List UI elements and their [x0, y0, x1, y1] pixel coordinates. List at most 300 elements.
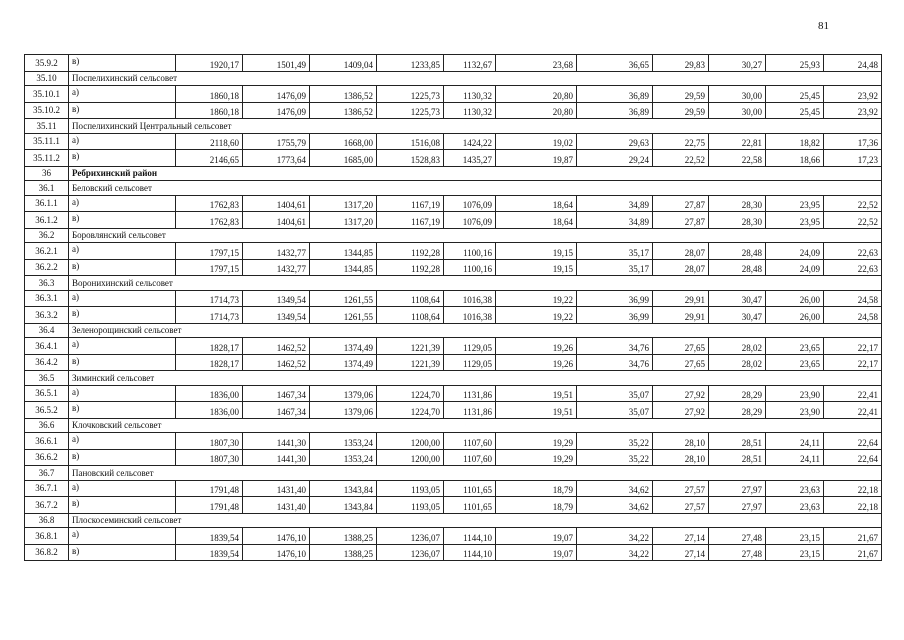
- row-variant: в): [69, 497, 176, 514]
- value-cell: 1317,20: [310, 212, 377, 229]
- value-cell: 1476,10: [243, 544, 310, 561]
- row-code: 36.5: [25, 371, 69, 386]
- value-cell: 28,10: [653, 433, 709, 450]
- value-cell: 1807,30: [176, 449, 243, 466]
- table-row: [25, 449, 882, 466]
- row-variant: в): [69, 150, 176, 167]
- value-cell: 1441,30: [243, 433, 310, 450]
- value-cell: 27,97: [709, 497, 766, 514]
- value-cell: 1016,38: [444, 307, 496, 324]
- value-cell: 1236,07: [377, 528, 444, 545]
- row-code: 36.6.2: [25, 449, 69, 466]
- value-cell: 1129,05: [444, 354, 496, 371]
- value-cell: 1762,83: [176, 212, 243, 229]
- value-cell: 28,29: [709, 385, 766, 402]
- value-cell: 24,11: [766, 449, 824, 466]
- value-cell: 1107,60: [444, 433, 496, 450]
- value-cell: 25,45: [766, 86, 824, 103]
- row-variant: в): [69, 354, 176, 371]
- value-cell: 23,63: [766, 480, 824, 497]
- value-cell: 28,51: [709, 449, 766, 466]
- value-cell: 34,76: [577, 354, 653, 371]
- value-cell: 35,22: [577, 433, 653, 450]
- value-cell: 1839,54: [176, 528, 243, 545]
- value-cell: 27,14: [653, 544, 709, 561]
- group-header-row: [25, 119, 882, 134]
- value-cell: 1839,54: [176, 544, 243, 561]
- value-cell: 29,91: [653, 290, 709, 307]
- value-cell: 1193,05: [377, 497, 444, 514]
- table-row: [25, 150, 882, 167]
- value-cell: 19,07: [496, 528, 577, 545]
- value-cell: 17,36: [824, 133, 882, 150]
- row-code: 35.10: [25, 71, 69, 86]
- row-variant: а): [69, 528, 176, 545]
- value-cell: 1200,00: [377, 433, 444, 450]
- row-code: 35.10.1: [25, 86, 69, 103]
- group-header-row: [25, 71, 882, 86]
- value-cell: 18,82: [766, 133, 824, 150]
- value-cell: 28,02: [709, 354, 766, 371]
- value-cell: 23,15: [766, 528, 824, 545]
- table-row: [25, 433, 882, 450]
- value-cell: 1131,86: [444, 385, 496, 402]
- group-header-row: [25, 323, 882, 338]
- row-variant: в): [69, 259, 176, 276]
- value-cell: 34,62: [577, 497, 653, 514]
- value-cell: 19,51: [496, 385, 577, 402]
- value-cell: 24,48: [824, 55, 882, 72]
- value-cell: 1476,09: [243, 102, 310, 119]
- value-cell: 1797,15: [176, 243, 243, 260]
- value-cell: 27,65: [653, 354, 709, 371]
- value-cell: 1233,85: [377, 55, 444, 72]
- value-cell: 1353,24: [310, 433, 377, 450]
- table-row: [25, 259, 882, 276]
- value-cell: 1528,83: [377, 150, 444, 167]
- value-cell: 36,89: [577, 86, 653, 103]
- row-code: 36.2: [25, 228, 69, 243]
- value-cell: 21,67: [824, 528, 882, 545]
- value-cell: 22,75: [653, 133, 709, 150]
- value-cell: 28,30: [709, 195, 766, 212]
- value-cell: 28,10: [653, 449, 709, 466]
- value-cell: 23,90: [766, 402, 824, 419]
- value-cell: 19,15: [496, 243, 577, 260]
- value-cell: 34,76: [577, 338, 653, 355]
- value-cell: 28,48: [709, 259, 766, 276]
- value-cell: 1200,00: [377, 449, 444, 466]
- value-cell: 30,47: [709, 307, 766, 324]
- row-variant: а): [69, 480, 176, 497]
- settlement-name: Зеленорощинский сельсовет: [69, 323, 882, 338]
- settlement-name: Беловский сельсовет: [69, 181, 882, 196]
- row-variant: а): [69, 133, 176, 150]
- value-cell: 28,48: [709, 243, 766, 260]
- value-cell: 1343,84: [310, 497, 377, 514]
- group-header-row: [25, 466, 882, 481]
- value-cell: 1860,18: [176, 102, 243, 119]
- value-cell: 23,68: [496, 55, 577, 72]
- row-code: 36.4.1: [25, 338, 69, 355]
- settlement-name: Плоскосеминский сельсовет: [69, 513, 882, 528]
- value-cell: 1516,08: [377, 133, 444, 150]
- value-cell: 1462,52: [243, 338, 310, 355]
- value-cell: 1441,30: [243, 449, 310, 466]
- table-row: [25, 497, 882, 514]
- value-cell: 36,99: [577, 290, 653, 307]
- value-cell: 1101,65: [444, 497, 496, 514]
- table-row: [25, 243, 882, 260]
- value-cell: 18,79: [496, 480, 577, 497]
- row-variant: в): [69, 55, 176, 72]
- value-cell: 30,00: [709, 86, 766, 103]
- value-cell: 22,17: [824, 354, 882, 371]
- value-cell: 1076,09: [444, 195, 496, 212]
- value-cell: 2118,60: [176, 133, 243, 150]
- value-cell: 1261,55: [310, 290, 377, 307]
- value-cell: 24,09: [766, 259, 824, 276]
- value-cell: 18,66: [766, 150, 824, 167]
- value-cell: 22,64: [824, 449, 882, 466]
- group-header-row: [25, 228, 882, 243]
- value-cell: 1860,18: [176, 86, 243, 103]
- value-cell: 27,92: [653, 402, 709, 419]
- value-cell: 36,99: [577, 307, 653, 324]
- value-cell: 24,58: [824, 290, 882, 307]
- value-cell: 27,14: [653, 528, 709, 545]
- value-cell: 27,92: [653, 385, 709, 402]
- value-cell: 1221,39: [377, 338, 444, 355]
- value-cell: 1344,85: [310, 259, 377, 276]
- value-cell: 22,63: [824, 243, 882, 260]
- settlement-name: Поспелихинский Центральный сельсовет: [69, 119, 882, 134]
- value-cell: 1225,73: [377, 102, 444, 119]
- group-header-row: [25, 418, 882, 433]
- row-code: 36.1.1: [25, 195, 69, 212]
- value-cell: 25,93: [766, 55, 824, 72]
- value-cell: 27,48: [709, 528, 766, 545]
- value-cell: 19,29: [496, 433, 577, 450]
- row-variant: а): [69, 290, 176, 307]
- row-code: 36.7: [25, 466, 69, 481]
- row-variant: в): [69, 307, 176, 324]
- value-cell: 1409,04: [310, 55, 377, 72]
- value-cell: 1374,49: [310, 354, 377, 371]
- row-variant: а): [69, 243, 176, 260]
- value-cell: 23,92: [824, 102, 882, 119]
- value-cell: 27,48: [709, 544, 766, 561]
- value-cell: 1379,06: [310, 385, 377, 402]
- value-cell: 1386,52: [310, 86, 377, 103]
- row-code: 35.11.1: [25, 133, 69, 150]
- value-cell: 34,22: [577, 544, 653, 561]
- value-cell: 22,41: [824, 402, 882, 419]
- value-cell: 1131,86: [444, 402, 496, 419]
- value-cell: 22,17: [824, 338, 882, 355]
- value-cell: 1379,06: [310, 402, 377, 419]
- value-cell: 1404,61: [243, 212, 310, 229]
- value-cell: 20,80: [496, 86, 577, 103]
- value-cell: 23,15: [766, 544, 824, 561]
- table-row: [25, 55, 882, 72]
- value-cell: 1388,25: [310, 544, 377, 561]
- table-row: [25, 290, 882, 307]
- row-variant: а): [69, 86, 176, 103]
- value-cell: 1424,22: [444, 133, 496, 150]
- value-cell: 27,65: [653, 338, 709, 355]
- value-cell: 24,58: [824, 307, 882, 324]
- region-header-row: [25, 166, 882, 181]
- value-cell: 29,63: [577, 133, 653, 150]
- row-code: 35.11: [25, 119, 69, 134]
- row-code: 36: [25, 166, 69, 181]
- row-variant: а): [69, 338, 176, 355]
- value-cell: 19,02: [496, 133, 577, 150]
- settlement-name: Зиминский сельсовет: [69, 371, 882, 386]
- value-cell: 25,45: [766, 102, 824, 119]
- settlement-name: Поспелихинский сельсовет: [69, 71, 882, 86]
- value-cell: 1349,54: [243, 307, 310, 324]
- table-row: [25, 480, 882, 497]
- value-cell: 19,22: [496, 290, 577, 307]
- table-row: [25, 86, 882, 103]
- value-cell: 28,07: [653, 243, 709, 260]
- row-variant: а): [69, 385, 176, 402]
- value-cell: 22,58: [709, 150, 766, 167]
- value-cell: 27,87: [653, 212, 709, 229]
- value-cell: 35,17: [577, 259, 653, 276]
- page-number: 81: [818, 20, 829, 32]
- value-cell: 1193,05: [377, 480, 444, 497]
- value-cell: 23,95: [766, 195, 824, 212]
- value-cell: 1108,64: [377, 290, 444, 307]
- value-cell: 1836,00: [176, 385, 243, 402]
- row-variant: в): [69, 212, 176, 229]
- row-code: 36.8: [25, 513, 69, 528]
- table-row: [25, 195, 882, 212]
- value-cell: 19,07: [496, 544, 577, 561]
- row-code: 36.4.2: [25, 354, 69, 371]
- value-cell: 1167,19: [377, 212, 444, 229]
- value-cell: 22,18: [824, 480, 882, 497]
- value-cell: 27,87: [653, 195, 709, 212]
- value-cell: 1685,00: [310, 150, 377, 167]
- value-cell: 28,51: [709, 433, 766, 450]
- value-cell: 1828,17: [176, 354, 243, 371]
- value-cell: 35,07: [577, 385, 653, 402]
- value-cell: 2146,65: [176, 150, 243, 167]
- row-code: 35.10.2: [25, 102, 69, 119]
- row-code: 36.5.1: [25, 385, 69, 402]
- value-cell: 30,00: [709, 102, 766, 119]
- value-cell: 1432,77: [243, 259, 310, 276]
- value-cell: 1432,77: [243, 243, 310, 260]
- value-cell: 1374,49: [310, 338, 377, 355]
- settlement-name: Пановский сельсовет: [69, 466, 882, 481]
- value-cell: 1791,48: [176, 497, 243, 514]
- settlement-name: Боровлянский сельсовет: [69, 228, 882, 243]
- value-cell: 1353,24: [310, 449, 377, 466]
- value-cell: 19,22: [496, 307, 577, 324]
- settlement-name: Воронихинский сельсовет: [69, 276, 882, 291]
- value-cell: 18,79: [496, 497, 577, 514]
- value-cell: 34,89: [577, 195, 653, 212]
- value-cell: 28,29: [709, 402, 766, 419]
- row-code: 36.3: [25, 276, 69, 291]
- value-cell: 1349,54: [243, 290, 310, 307]
- value-cell: 22,41: [824, 385, 882, 402]
- value-cell: 1435,27: [444, 150, 496, 167]
- value-cell: 23,90: [766, 385, 824, 402]
- value-cell: 20,80: [496, 102, 577, 119]
- group-header-row: [25, 513, 882, 528]
- value-cell: 1755,79: [243, 133, 310, 150]
- value-cell: 1100,16: [444, 259, 496, 276]
- value-cell: 26,00: [766, 290, 824, 307]
- value-cell: 19,26: [496, 338, 577, 355]
- value-cell: 29,24: [577, 150, 653, 167]
- value-cell: 29,59: [653, 102, 709, 119]
- value-cell: 1343,84: [310, 480, 377, 497]
- value-cell: 1144,10: [444, 544, 496, 561]
- value-cell: 1221,39: [377, 354, 444, 371]
- region-name: Ребрихинский район: [69, 166, 882, 181]
- table-row: [25, 354, 882, 371]
- value-cell: 27,57: [653, 497, 709, 514]
- value-cell: 1236,07: [377, 544, 444, 561]
- value-cell: 22,18: [824, 497, 882, 514]
- value-cell: 1462,52: [243, 354, 310, 371]
- value-cell: 1225,73: [377, 86, 444, 103]
- value-cell: 27,57: [653, 480, 709, 497]
- value-cell: 30,27: [709, 55, 766, 72]
- value-cell: 1101,65: [444, 480, 496, 497]
- value-cell: 1386,52: [310, 102, 377, 119]
- value-cell: 1714,73: [176, 290, 243, 307]
- value-cell: 1130,32: [444, 86, 496, 103]
- row-code: 36.8.1: [25, 528, 69, 545]
- row-code: 36.5.2: [25, 402, 69, 419]
- row-variant: в): [69, 544, 176, 561]
- value-cell: 19,15: [496, 259, 577, 276]
- value-cell: 22,52: [824, 195, 882, 212]
- value-cell: 29,83: [653, 55, 709, 72]
- row-variant: в): [69, 402, 176, 419]
- value-cell: 1467,34: [243, 385, 310, 402]
- table-body: [25, 55, 882, 561]
- value-cell: 28,30: [709, 212, 766, 229]
- value-cell: 18,64: [496, 195, 577, 212]
- row-code: 36.8.2: [25, 544, 69, 561]
- value-cell: 1167,19: [377, 195, 444, 212]
- value-cell: 1076,09: [444, 212, 496, 229]
- value-cell: 1224,70: [377, 385, 444, 402]
- value-cell: 1797,15: [176, 259, 243, 276]
- value-cell: 1762,83: [176, 195, 243, 212]
- value-cell: 22,81: [709, 133, 766, 150]
- value-cell: 1130,32: [444, 102, 496, 119]
- value-cell: 1431,40: [243, 497, 310, 514]
- table-row: [25, 133, 882, 150]
- value-cell: 29,59: [653, 86, 709, 103]
- value-cell: 1501,49: [243, 55, 310, 72]
- value-cell: 19,29: [496, 449, 577, 466]
- value-cell: 22,64: [824, 433, 882, 450]
- value-cell: 34,62: [577, 480, 653, 497]
- table-row: [25, 402, 882, 419]
- row-code: 36.2.2: [25, 259, 69, 276]
- row-code: 36.7.1: [25, 480, 69, 497]
- row-code: 36.7.2: [25, 497, 69, 514]
- row-code: 36.3.2: [25, 307, 69, 324]
- row-code: 35.9.2: [25, 55, 69, 72]
- row-code: 36.6: [25, 418, 69, 433]
- value-cell: 23,65: [766, 354, 824, 371]
- value-cell: 1192,28: [377, 243, 444, 260]
- row-code: 36.2.1: [25, 243, 69, 260]
- value-cell: 1108,64: [377, 307, 444, 324]
- value-cell: 1807,30: [176, 433, 243, 450]
- value-cell: 35,07: [577, 402, 653, 419]
- value-cell: 34,89: [577, 212, 653, 229]
- value-cell: 1100,16: [444, 243, 496, 260]
- row-code: 36.1: [25, 181, 69, 196]
- tariff-table: [24, 54, 882, 561]
- row-code: 36.1.2: [25, 212, 69, 229]
- value-cell: 1192,28: [377, 259, 444, 276]
- value-cell: 35,17: [577, 243, 653, 260]
- value-cell: 1773,64: [243, 150, 310, 167]
- value-cell: 30,47: [709, 290, 766, 307]
- value-cell: 26,00: [766, 307, 824, 324]
- value-cell: 1476,09: [243, 86, 310, 103]
- value-cell: 1467,34: [243, 402, 310, 419]
- group-header-row: [25, 276, 882, 291]
- value-cell: 23,65: [766, 338, 824, 355]
- value-cell: 35,22: [577, 449, 653, 466]
- row-code: 36.3.1: [25, 290, 69, 307]
- value-cell: 36,65: [577, 55, 653, 72]
- row-variant: в): [69, 102, 176, 119]
- table-row: [25, 338, 882, 355]
- value-cell: 22,52: [824, 212, 882, 229]
- value-cell: 28,02: [709, 338, 766, 355]
- value-cell: 1016,38: [444, 290, 496, 307]
- group-header-row: [25, 371, 882, 386]
- row-code: 36.6.1: [25, 433, 69, 450]
- value-cell: 1404,61: [243, 195, 310, 212]
- value-cell: 1129,05: [444, 338, 496, 355]
- value-cell: 1828,17: [176, 338, 243, 355]
- value-cell: 1132,67: [444, 55, 496, 72]
- value-cell: 1317,20: [310, 195, 377, 212]
- row-variant: в): [69, 449, 176, 466]
- row-code: 35.11.2: [25, 150, 69, 167]
- value-cell: 19,26: [496, 354, 577, 371]
- value-cell: 22,52: [653, 150, 709, 167]
- table-row: [25, 102, 882, 119]
- table-row: [25, 307, 882, 324]
- value-cell: 23,92: [824, 86, 882, 103]
- value-cell: 1476,10: [243, 528, 310, 545]
- value-cell: 18,64: [496, 212, 577, 229]
- value-cell: 1836,00: [176, 402, 243, 419]
- value-cell: 24,11: [766, 433, 824, 450]
- value-cell: 21,67: [824, 544, 882, 561]
- table-row: [25, 212, 882, 229]
- value-cell: 1714,73: [176, 307, 243, 324]
